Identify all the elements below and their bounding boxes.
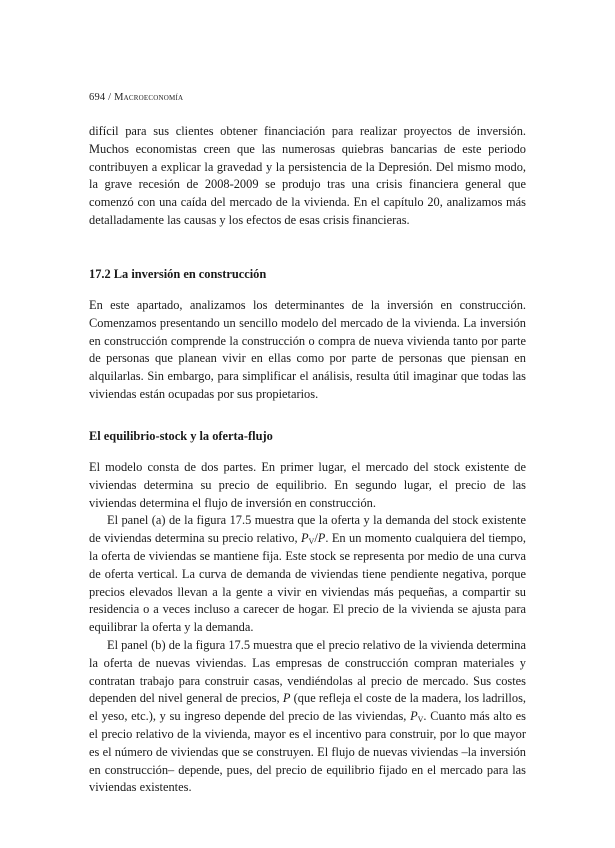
symbol-p: P	[282, 691, 291, 706]
section-paragraph-block	[89, 297, 526, 404]
subsection-paragraph-2	[89, 512, 526, 637]
section-heading: 17.2 La inversión en construcción	[89, 267, 267, 281]
paragraph-3-text-a: El panel (b) de la figura 17.5 muestra que el precio relativo de la vivienda determina la oferta de nuevas viviendas. Las empresas de construcción compran materiales y contratan trabajo para construir casas, vendiéndolas al precio de mercado. Sus costes dependen del nivel general de precios,	[89, 637, 526, 706]
subsection-paragraph-1: El modelo consta de dos partes. En primer lugar, el mercado del stock existente de viviendas determina su precio de equilibrio. En segundo lugar, el precio de las viviendas determina el flujo de inversión en construcción.	[89, 460, 526, 510]
page-number: 694	[89, 92, 106, 103]
paragraph-2-text-a: El panel (a) de la figura 17.5 muestra que la oferta y la demanda del stock existente de viviendas determina su precio relativo,	[89, 513, 526, 546]
book-title: Macroeconomía	[114, 92, 184, 103]
section-paragraph: En este apartado, analizamos los determinantes de la inversión en construcción. Comenzamos presentando un sencillo modelo del mercado de la vivienda. La inversión en construcción comprende la construcción o compra de nueva vivienda tanto por parte de personas que planean vivir en ellas como por parte de personas que piensan en alquilarlas. Sin embargo, para simplificar el análisis, resulta útil imaginar que todas las viviendas están ocupadas por sus propietarios.	[89, 298, 526, 401]
subsection-body	[89, 459, 526, 797]
subsection-heading: El equilibrio-stock y la oferta-flujo	[89, 429, 273, 443]
paragraph-3-text-b: (que refleja el coste de la madera, los ladrillos, el yeso, etc.), y su ingreso depende del precio de las viviendas,	[89, 691, 526, 724]
running-head-separator: /	[105, 92, 115, 103]
paragraph-3-text-c: . Cuanto más alto es el precio relativo de la vivienda, mayor es el incentivo para construir, por lo que mayor es el número de viviendas que se construyen. El flujo de nuevas viviendas –la inversión en construcción– depende, pues, del precio de equilibrio fijado en el mercado para las viviendas existentes.	[89, 709, 526, 795]
subscript-v: V	[308, 537, 315, 547]
running-head	[89, 92, 183, 103]
symbol-p: P	[317, 531, 326, 546]
subsection-paragraph-3	[89, 637, 526, 797]
paragraph-2-text-b: . En un momento cualquiera del tiempo, la oferta de viviendas se mantiene fija. Este stock se representa por medio de una curva de oferta vertical. La curva de demanda de viviendas tiene pendiente negativa, porque precios elevados llevan a la gente a vivir en viviendas más pequeñas, a compartir su residencia o a veces incluso a carecer de hogar. El precio de la vivienda se ajusta para equilibrar la oferta y la demanda.	[89, 531, 526, 635]
subscript-v: V	[417, 715, 424, 725]
slash: /	[314, 531, 318, 546]
symbol-p: P	[410, 709, 418, 724]
intro-paragraph-block	[89, 123, 526, 230]
intro-paragraph: difícil para sus clientes obtener financiación para realizar proyectos de inversión. Muchos economistas creen que las numerosas quiebras bancarias de este periodo contribuyen a explicar la gravedad y la persistencia de la Depresión. Del mismo modo, la grave recesión de 2008-2009 se produjo tras una crisis financiera general que comenzó con una caída del mercado de la vivienda. En el capítulo 20, analizamos más detalladamente las causas y los efectos de esas crisis financieras.	[89, 124, 526, 227]
symbol-p: P	[300, 531, 309, 546]
